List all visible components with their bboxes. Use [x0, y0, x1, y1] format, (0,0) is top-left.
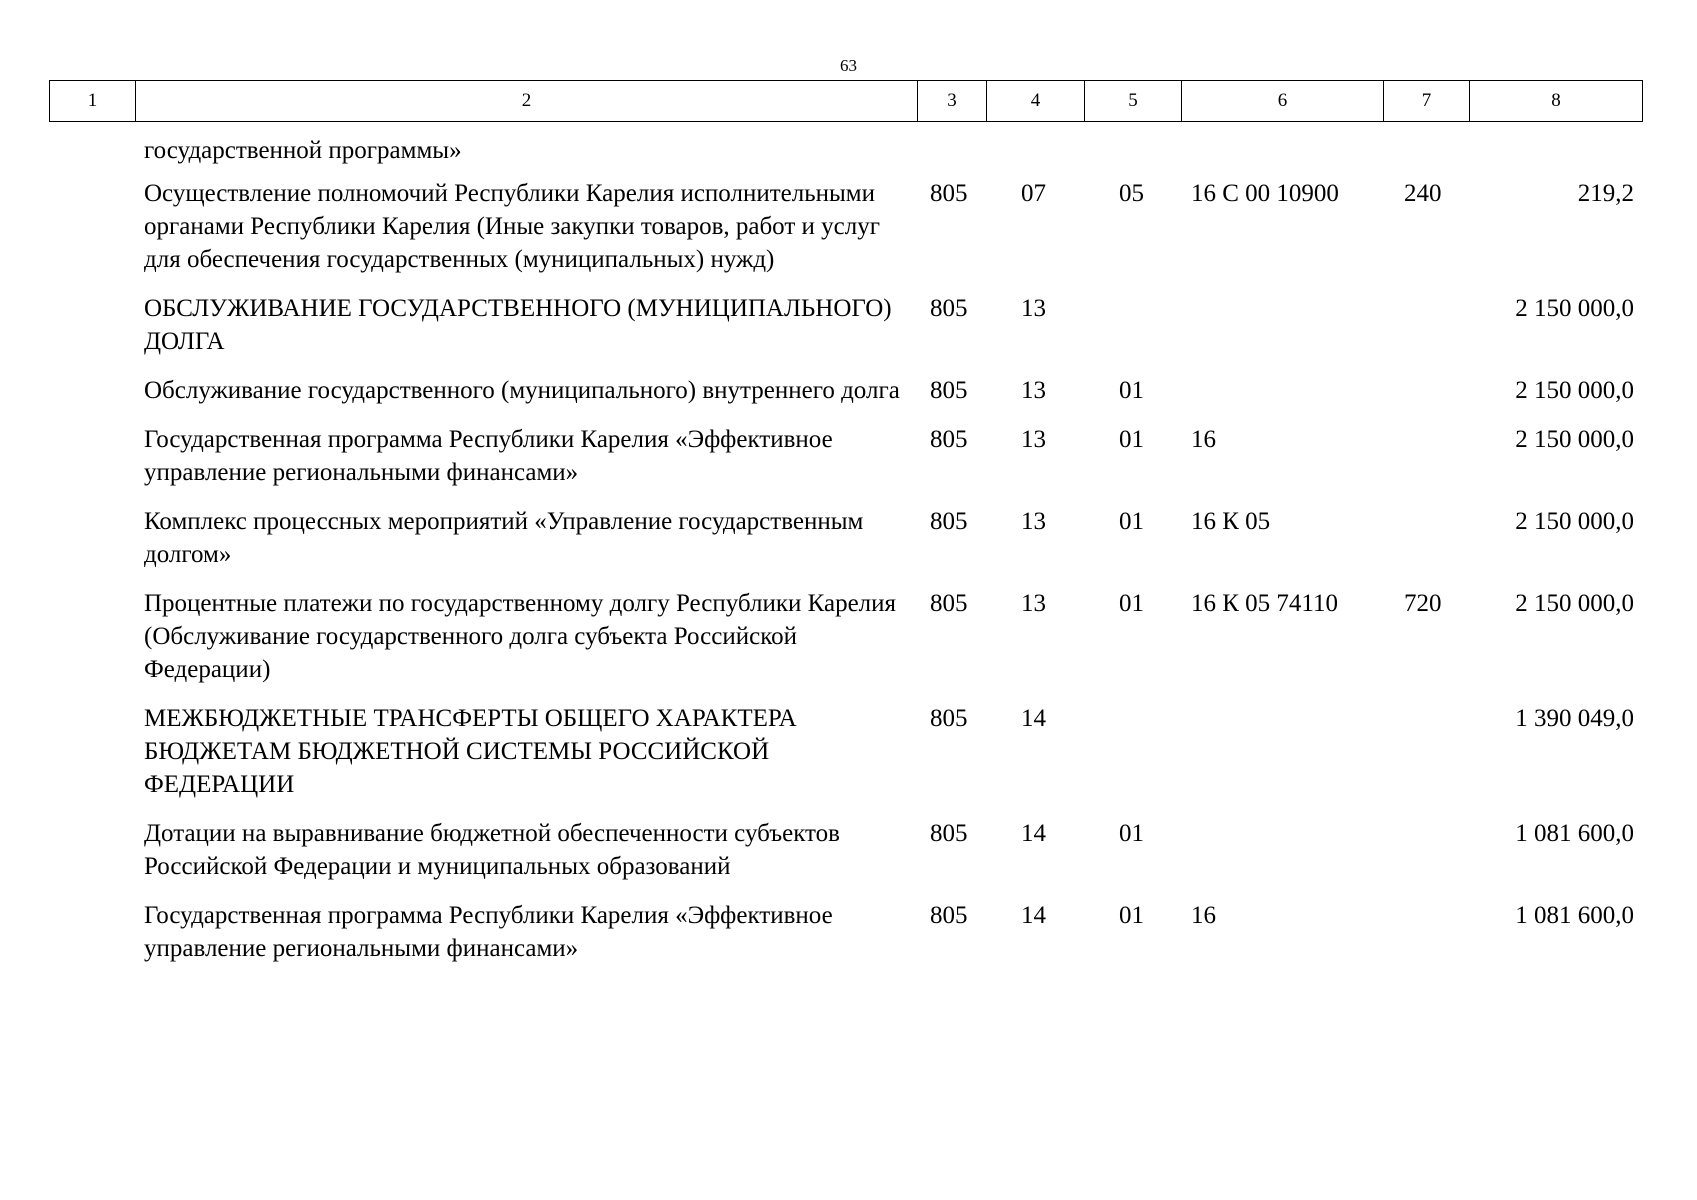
row-code-subsection	[1084, 817, 1181, 899]
row-amount-text: 1 390 049,0	[1515, 705, 1634, 732]
row-code-subsection-text: 01	[1119, 508, 1144, 535]
row-code-section-text: 13	[1021, 590, 1046, 617]
row-code-target-text: 16	[1191, 426, 1216, 453]
row-code-section	[986, 505, 1084, 587]
table-row	[49, 423, 1642, 505]
row-code-section	[986, 423, 1084, 505]
row-code-subsection	[1084, 505, 1181, 587]
row-code-section	[986, 587, 1084, 702]
page-number: 63	[840, 56, 857, 75]
row-code-expense-type	[1383, 899, 1469, 981]
row-amount	[1469, 899, 1642, 981]
row-code-subsection-text: 05	[1119, 180, 1144, 207]
row-amount	[1469, 702, 1642, 817]
row-amount	[1469, 292, 1642, 374]
row-amount-text: 2 150 000,0	[1515, 377, 1634, 404]
row-amount-text: 1 081 600,0	[1515, 820, 1634, 847]
row-code-section	[986, 374, 1084, 423]
row-code-expense-type	[1383, 702, 1469, 817]
table-row	[49, 126, 1642, 177]
row-code-expense-type	[1383, 126, 1469, 177]
table-row	[49, 177, 1642, 292]
row-code-subsection	[1084, 587, 1181, 702]
row-code-admin	[917, 374, 986, 423]
row-code-target	[1181, 374, 1383, 423]
row-code-target	[1181, 899, 1383, 981]
column-number-6: 6	[1182, 81, 1384, 122]
table-row	[49, 817, 1642, 899]
row-code-admin	[917, 292, 986, 374]
row-code-admin-text: 805	[930, 590, 968, 617]
row-amount	[1469, 126, 1642, 177]
row-name-text: Дотации на выравнивание бюджетной обеспеченности субъектов Российской Федерации и муниципальных образований	[144, 820, 840, 880]
row-code-expense-type	[1383, 817, 1469, 899]
table-row	[49, 374, 1642, 423]
row-code-subsection-text: 01	[1119, 426, 1144, 453]
row-code-subsection-text: 01	[1119, 590, 1144, 617]
row-code-admin-text: 805	[930, 820, 968, 847]
row-code-admin-text: 805	[930, 508, 968, 535]
row-code-admin-text: 805	[930, 426, 968, 453]
row-name	[49, 702, 917, 817]
table-row	[49, 587, 1642, 702]
row-code-target	[1181, 505, 1383, 587]
row-code-admin	[917, 505, 986, 587]
row-name	[49, 126, 917, 177]
budget-table	[49, 126, 1642, 981]
table-row	[49, 505, 1642, 587]
row-code-expense-type	[1383, 374, 1469, 423]
row-name-text: Процентные платежи по государственному долгу Республики Карелия (Обслуживание государственного долга субъекта Российской Федерации)	[144, 590, 897, 683]
row-amount-text: 2 150 000,0	[1515, 590, 1634, 617]
row-code-section	[986, 817, 1084, 899]
row-code-subsection	[1084, 374, 1181, 423]
row-code-target	[1181, 817, 1383, 899]
row-name-text: государственной программы»	[144, 137, 462, 164]
row-amount-text: 2 150 000,0	[1515, 426, 1634, 453]
table-row	[49, 899, 1642, 981]
row-code-section-text: 13	[1021, 377, 1046, 404]
row-code-section	[986, 899, 1084, 981]
row-code-admin-text: 805	[930, 180, 968, 207]
row-amount-text: 219,2	[1577, 180, 1634, 207]
row-code-target-text: 16 К 05	[1191, 508, 1271, 535]
row-name	[49, 817, 917, 899]
row-code-admin	[917, 702, 986, 817]
row-code-admin	[917, 177, 986, 292]
column-number-8: 8	[1470, 81, 1643, 122]
row-name	[49, 177, 917, 292]
row-code-section-text: 14	[1021, 902, 1046, 929]
row-amount	[1469, 817, 1642, 899]
row-code-target-text: 16	[1191, 902, 1216, 929]
row-code-section-text: 14	[1021, 705, 1046, 732]
row-code-section-text: 13	[1021, 508, 1046, 535]
row-name	[49, 292, 917, 374]
row-amount	[1469, 505, 1642, 587]
row-name	[49, 899, 917, 981]
row-name-text: Комплекс процессных мероприятий «Управление государственным долгом»	[144, 508, 864, 568]
row-amount	[1469, 423, 1642, 505]
row-code-target	[1181, 126, 1383, 177]
row-code-target-text: 16 К 05 74110	[1191, 590, 1338, 617]
row-code-admin-text: 805	[930, 295, 968, 322]
row-code-target	[1181, 423, 1383, 505]
row-code-section	[986, 292, 1084, 374]
row-name-text: Государственная программа Республики Карелия «Эффективное управление региональными финансами»	[144, 902, 833, 962]
row-name	[49, 587, 917, 702]
row-code-subsection	[1084, 292, 1181, 374]
row-amount	[1469, 587, 1642, 702]
row-amount	[1469, 374, 1642, 423]
row-amount-text: 1 081 600,0	[1515, 902, 1634, 929]
row-code-subsection-text: 01	[1119, 902, 1144, 929]
row-code-admin	[917, 126, 986, 177]
row-name-text: Государственная программа Республики Карелия «Эффективное управление региональными финансами»	[144, 426, 833, 486]
row-code-expense-type	[1383, 177, 1469, 292]
row-code-admin	[917, 817, 986, 899]
row-code-subsection	[1084, 423, 1181, 505]
row-code-expense-type-text: 240	[1404, 180, 1442, 207]
row-code-subsection	[1084, 702, 1181, 817]
column-number-2: 2	[136, 81, 918, 122]
row-name	[49, 423, 917, 505]
row-name-text: МЕЖБЮДЖЕТНЫЕ ТРАНСФЕРТЫ ОБЩЕГО ХАРАКТЕРА БЮДЖЕТАМ БЮДЖЕТНОЙ СИСТЕМЫ РОССИЙСКОЙ ФЕДЕРАЦИИ	[144, 705, 797, 798]
column-number-4: 4	[987, 81, 1085, 122]
row-name-text: Обслуживание государственного (муниципального) внутреннего долга	[144, 377, 900, 404]
row-code-section-text: 13	[1021, 426, 1046, 453]
table-row	[49, 292, 1642, 374]
row-code-section-text: 14	[1021, 820, 1046, 847]
row-code-target	[1181, 702, 1383, 817]
row-name	[49, 374, 917, 423]
row-amount	[1469, 177, 1642, 292]
row-code-expense-type	[1383, 292, 1469, 374]
row-name	[49, 505, 917, 587]
row-code-subsection-text: 01	[1119, 377, 1144, 404]
row-code-target	[1181, 177, 1383, 292]
row-code-target-text: 16 С 00 10900	[1191, 180, 1339, 207]
row-code-subsection-text: 01	[1119, 820, 1144, 847]
column-header-table	[49, 80, 1643, 122]
row-code-admin-text: 805	[930, 705, 968, 732]
row-code-expense-type-text: 720	[1404, 590, 1442, 617]
row-code-target	[1181, 587, 1383, 702]
row-code-expense-type	[1383, 423, 1469, 505]
row-code-admin-text: 805	[930, 902, 968, 929]
row-code-admin	[917, 587, 986, 702]
row-code-expense-type	[1383, 587, 1469, 702]
row-code-subsection	[1084, 177, 1181, 292]
row-name-text: ОБСЛУЖИВАНИЕ ГОСУДАРСТВЕННОГО (МУНИЦИПАЛЬНОГО) ДОЛГА	[144, 295, 892, 355]
column-number-3: 3	[918, 81, 987, 122]
column-number-1: 1	[50, 81, 136, 122]
table-row	[49, 702, 1642, 817]
row-code-section	[986, 702, 1084, 817]
row-code-subsection	[1084, 126, 1181, 177]
row-code-admin-text: 805	[930, 377, 968, 404]
row-code-target	[1181, 292, 1383, 374]
column-number-7: 7	[1384, 81, 1470, 122]
row-code-section	[986, 177, 1084, 292]
row-code-admin	[917, 423, 986, 505]
column-number-row	[50, 81, 1643, 122]
row-code-section-text: 13	[1021, 295, 1046, 322]
row-name-text: Осуществление полномочий Республики Карелия исполнительными органами Республики Карелия (Иные закупки товаров, работ и услуг для обеспечения государственных (муниципальных) нужд)	[144, 180, 880, 273]
row-code-section	[986, 126, 1084, 177]
column-number-5: 5	[1085, 81, 1182, 122]
row-code-admin	[917, 899, 986, 981]
row-amount-text: 2 150 000,0	[1515, 508, 1634, 535]
row-code-section-text: 07	[1021, 180, 1046, 207]
row-code-subsection	[1084, 899, 1181, 981]
row-amount-text: 2 150 000,0	[1515, 295, 1634, 322]
row-code-expense-type	[1383, 505, 1469, 587]
